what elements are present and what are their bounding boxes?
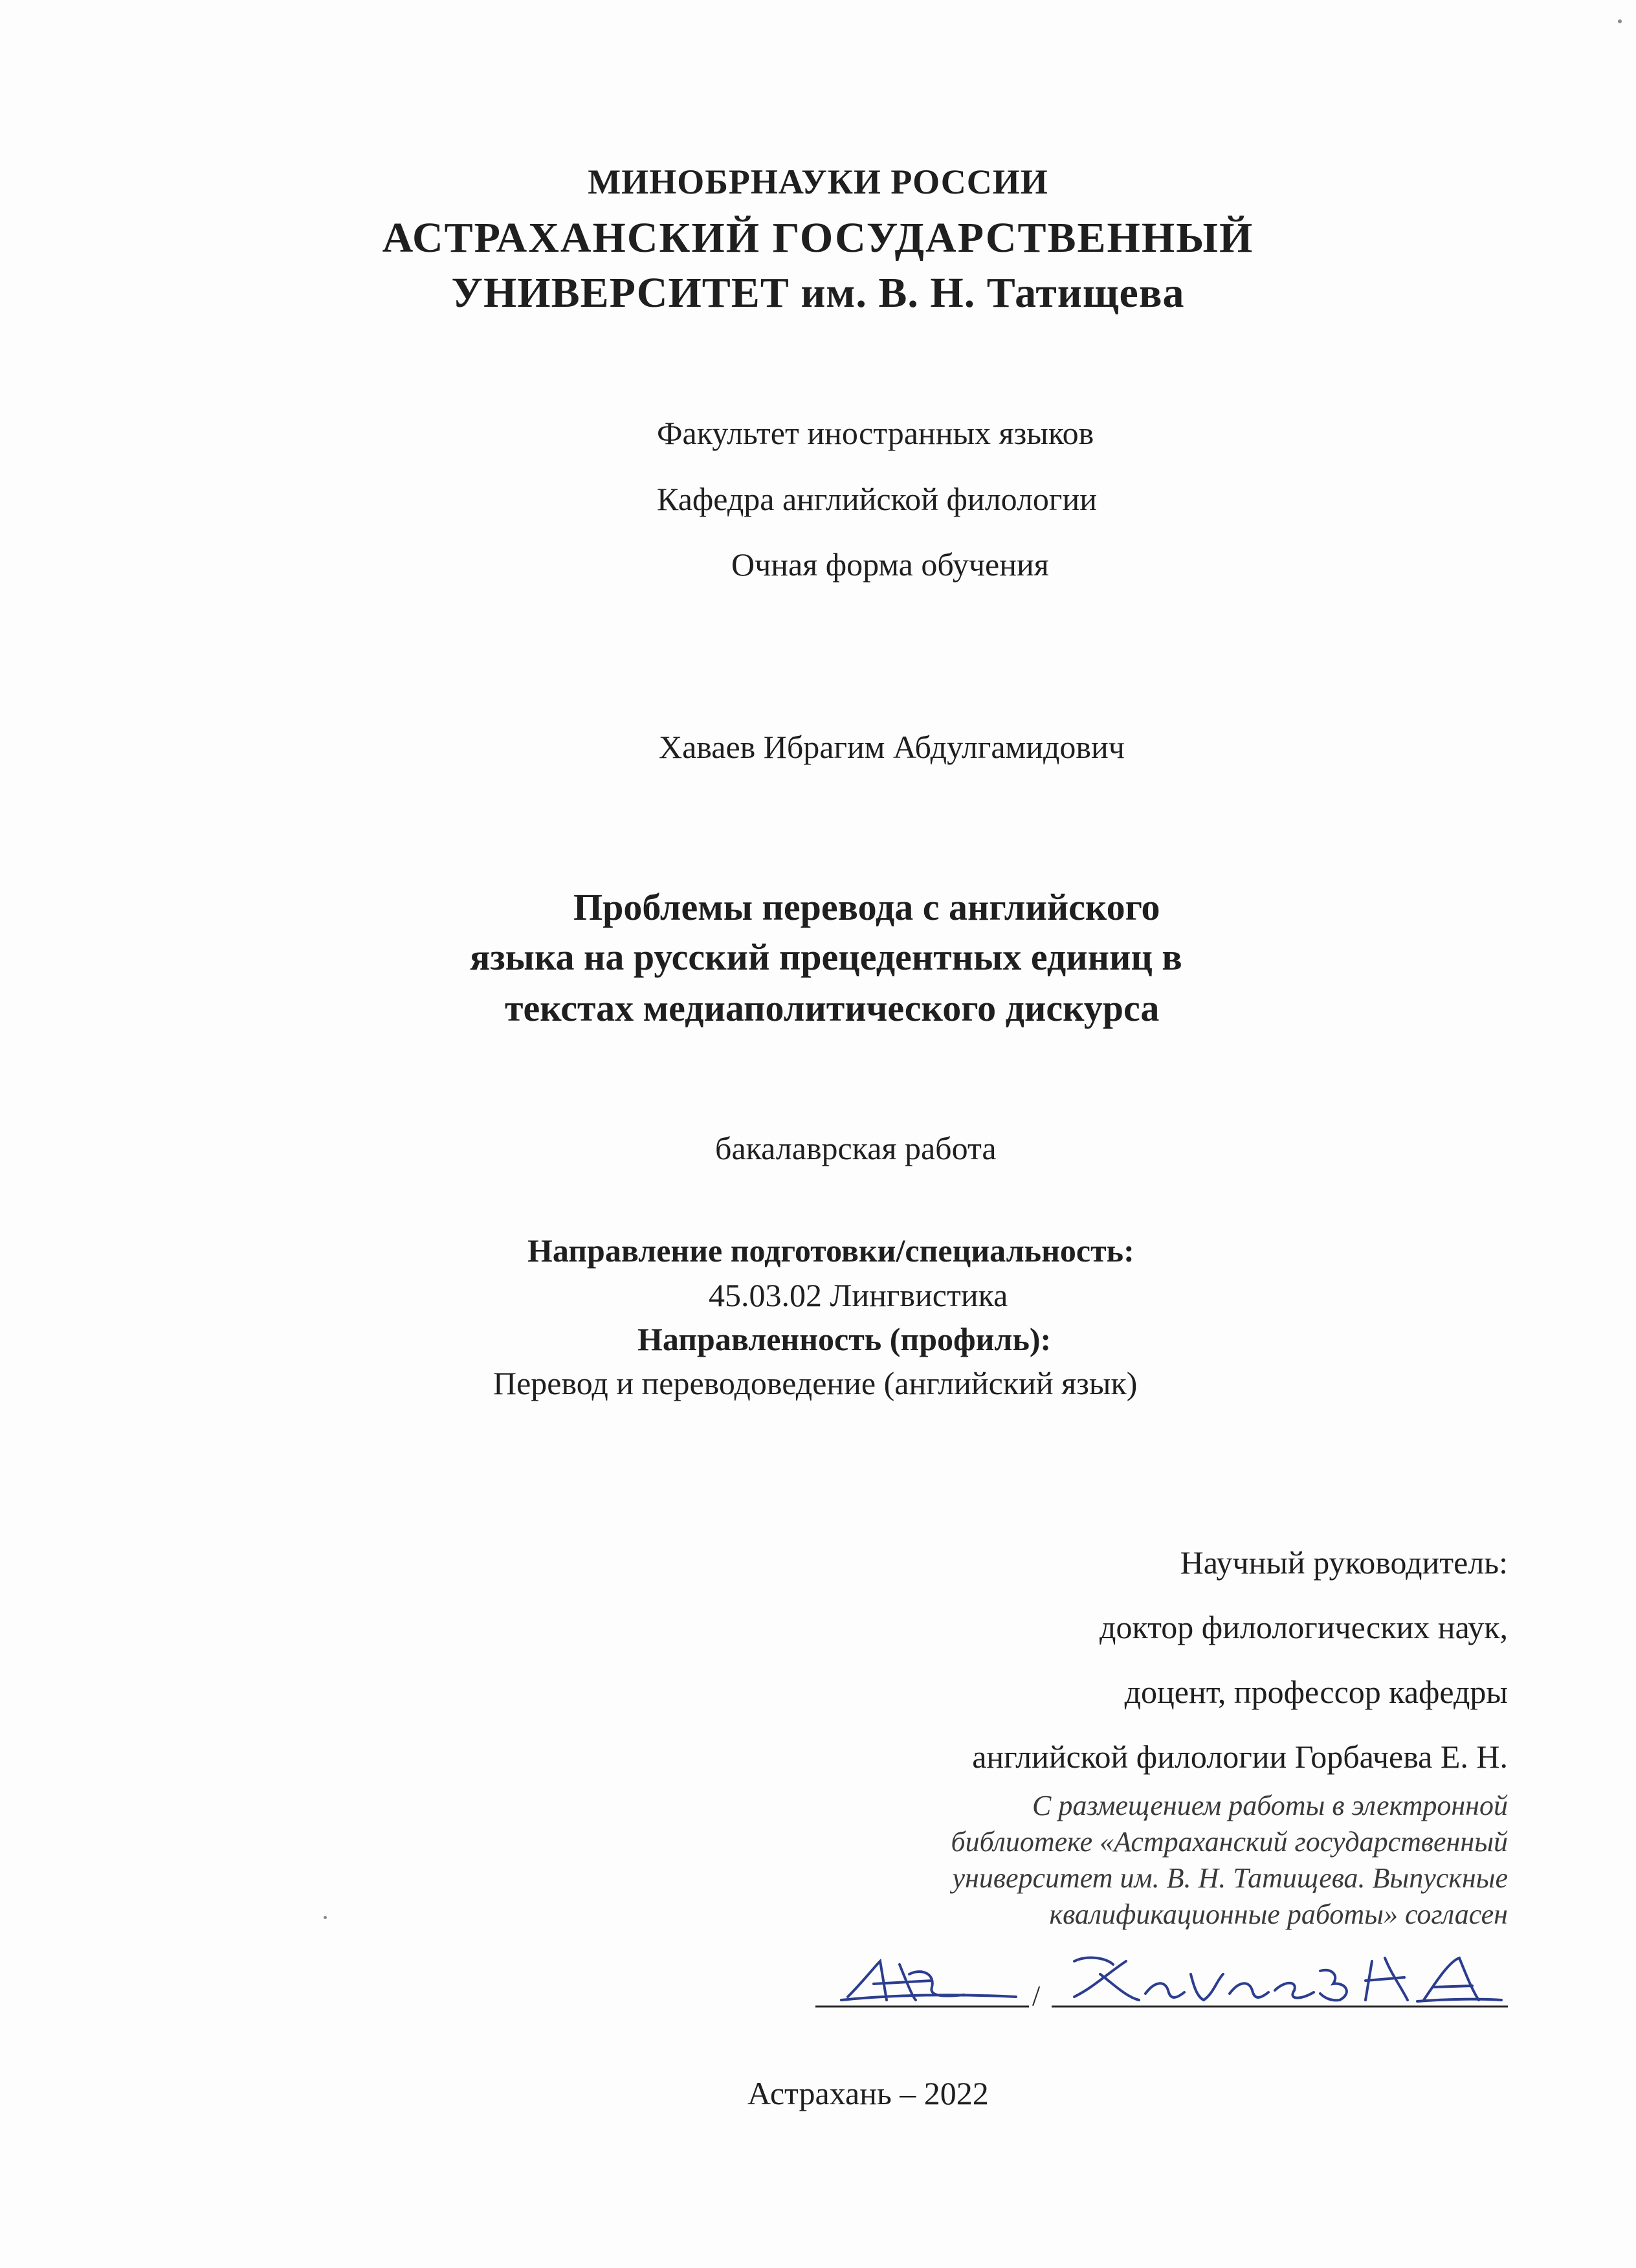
thesis-title-line1: Проблемы перевода с английского xyxy=(573,886,1160,928)
ministry-heading: МИНОБРНАУКИ РОССИИ xyxy=(588,162,1048,201)
direction-value: 45.03.02 Лингвистика xyxy=(709,1277,1008,1313)
city-year: Астрахань – 2022 xyxy=(747,2075,989,2111)
thesis-title-line3: текстах медиаполитического дискурса xyxy=(505,987,1160,1029)
consent-line1: С размещением работы в электронной xyxy=(1032,1790,1508,1821)
scan-speck xyxy=(324,1916,327,1919)
author-name: Хаваев Ибрагим Абдулгамидович xyxy=(659,729,1125,765)
work-type: бакалаврская работа xyxy=(715,1130,997,1166)
handwritten-name-signature xyxy=(1074,1958,1501,2001)
department-name: Кафедра английской филологии xyxy=(657,481,1097,517)
university-name-line1: АСТРАХАНСКИЙ ГОСУДАРСТВЕННЫЙ xyxy=(382,214,1254,261)
handwritten-signature xyxy=(841,1961,1016,2000)
supervisor-label: Научный руководитель: xyxy=(1180,1544,1508,1581)
consent-line4: квалификационные работы» согласен xyxy=(1049,1898,1508,1930)
faculty-name: Факультет иностранных языков xyxy=(657,415,1094,451)
profile-value: Перевод и переводоведение (английский язык) xyxy=(493,1365,1138,1401)
study-form: Очная форма обучения xyxy=(731,546,1049,583)
supervisor-name: английской филологии Горбачева Е. Н. xyxy=(972,1739,1508,1775)
scan-speck xyxy=(1618,19,1622,23)
thesis-title-line2: языка на русский прецедентных единиц в xyxy=(470,936,1182,978)
consent-line3: университет им. В. Н. Татищева. Выпускные xyxy=(952,1862,1508,1894)
consent-line2: библиотеке «Астраханский государственный xyxy=(951,1826,1508,1858)
direction-label: Направление подготовки/специальность: xyxy=(527,1232,1134,1269)
library-consent xyxy=(951,1788,1508,1933)
signature-separator: / xyxy=(1032,1980,1041,2012)
profile-label: Направленность (профиль): xyxy=(637,1321,1052,1357)
supervisor-degree: доктор филологических наук, xyxy=(1100,1609,1508,1645)
signature-block xyxy=(802,1935,1514,2026)
supervisor-position: доцент, профессор кафедры xyxy=(1124,1674,1508,1710)
university-name-line2: УНИВЕРСИТЕТ им. В. Н. Татищева xyxy=(451,269,1185,317)
